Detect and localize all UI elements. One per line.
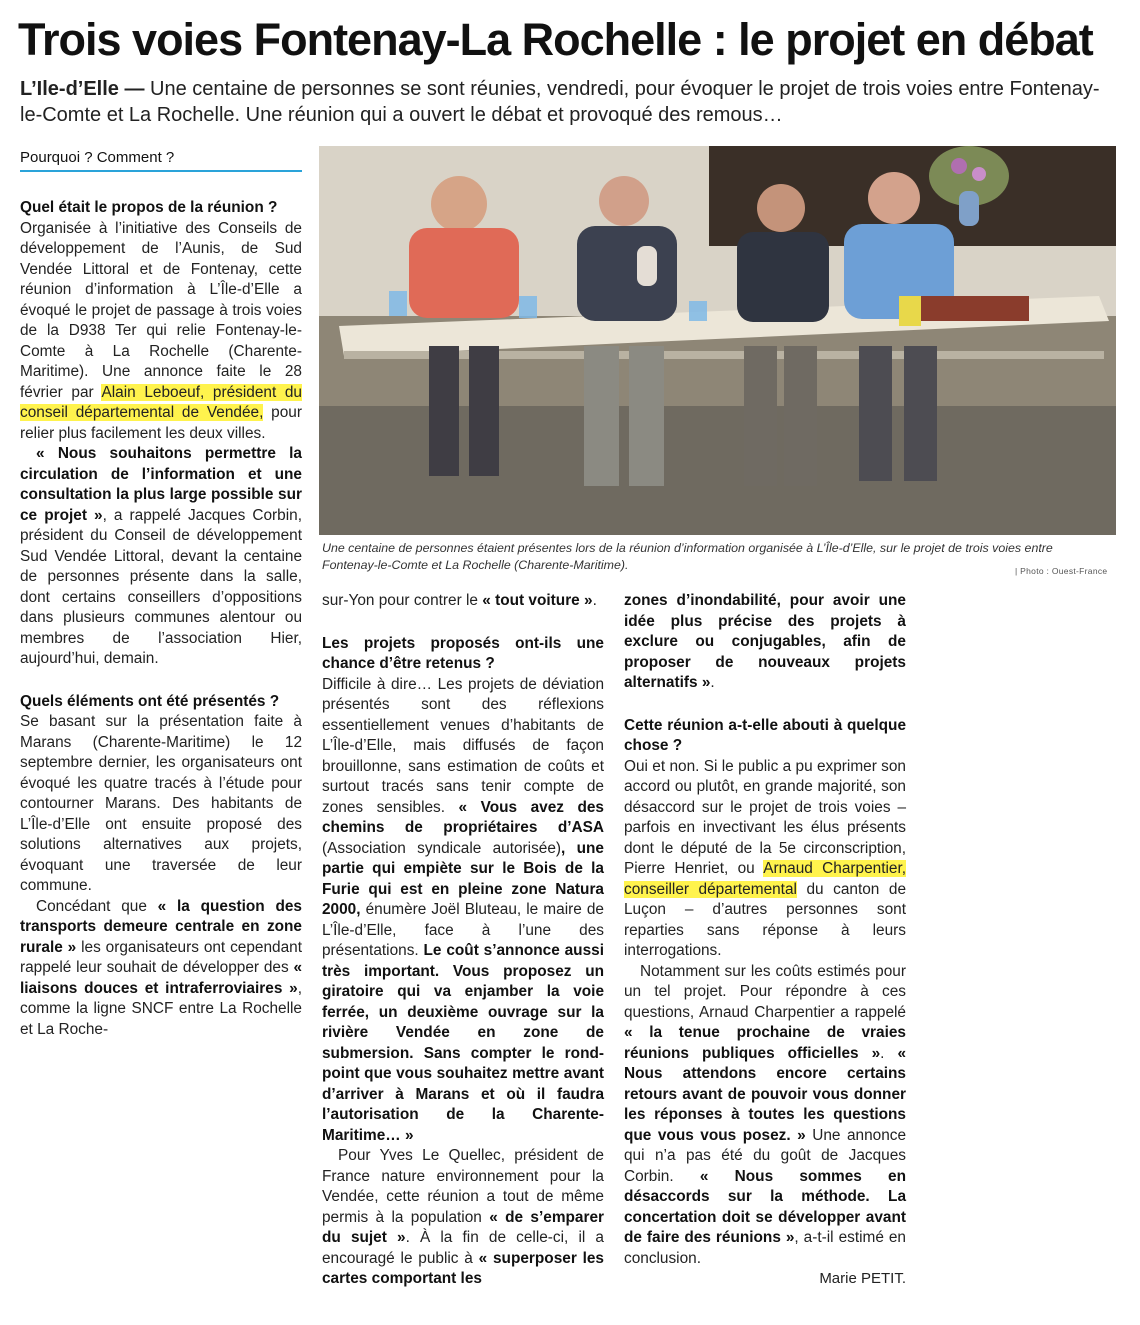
paragraph: [20, 219, 302, 445]
text: Oui et non. Si le public a pu exprimer son accord ou plutôt, en grande majorité, son désaccord sur le projet de trois voies – parfois en invectivant les élus présents dont le député de la 5e circonscription, Pierre Henriet, ou: [624, 757, 906, 877]
paragraph: [20, 444, 302, 670]
question-3: Les projets proposés ont-ils une chance d’être retenus ?: [322, 634, 604, 672]
quote: Le coût s’annonce aussi très important. Vous proposez un giratoire qui va enjamber la voie ferrée, un deuxième ouvrage sur la rivière Vendée en zone de submersion. Sans compter le rond-point que vous souhaitez mettre avant d’arriver à Marans et où il faudra l’autorisation de la Charente-Maritime… »: [322, 942, 604, 1144]
text: , a rappelé Jacques Corbin, président du Conseil de développement Sud Vendée Littoral, devant la centaine de personnes présente dans la salle, dont certains conseillers d’oppositions dans plusieurs communes alentour ou membres de l’association Hier, aujourd’hui, demain.: [20, 506, 302, 667]
paragraph: [20, 897, 302, 1041]
author-signature: Marie PETIT.: [819, 1270, 906, 1287]
quote: « liaisons douces et intraferroviaires »: [20, 959, 302, 997]
paragraph: [624, 757, 906, 962]
text: du canton de Luçon – d’autres personnes sont reparties sans réponse à leurs interrogations.: [624, 880, 907, 959]
paragraph: [624, 962, 906, 1270]
quote: « superposer les cartes comportant les: [322, 1249, 604, 1287]
text: énumère Joël Bluteau, le maire de L’Île-d’Elle, face à l’une des présentations.: [322, 901, 604, 959]
section-tag: Pourquoi ? Comment ?: [20, 148, 302, 172]
quote: « la tenue prochaine de vraies réunions publiques officielles »: [624, 1024, 906, 1062]
paragraph: Se basant sur la présentation faite à Marans (Charente-Maritime) le 12 septembre dernier, les organisateurs ont évoqué les quatre tracés à l’étude pour contourner Marans. Des habitants de L’Île-d’Elle ont ensuite proposé des solutions alternatives aux projets, évoquant une traversée de leur commune.: [20, 713, 302, 894]
text: Concédant que: [36, 897, 158, 915]
text: Notamment sur les coûts estimés pour un tel projet. Pour répondre à ces questions, Arnaud Charpentier a rappelé: [624, 962, 906, 1021]
question-2: Quels éléments ont été présentés ?: [20, 692, 280, 710]
quote: , une partie qui empiète sur le Bois de la Furie qui est en pleine zone Natura 2000,: [322, 839, 604, 918]
text: pour relier plus facilement les deux villes.: [20, 404, 302, 442]
lede-text: Une centaine de personnes se sont réunies, vendredi, pour évoquer le projet de trois voies entre Fontenay-le-Comte et La Rochelle. Une réunion qui a ouvert le débat et provoqué des remous…: [20, 78, 1100, 126]
headline: Trois voies Fontenay-La Rochelle : le projet en débat: [18, 14, 1093, 65]
quote: « tout voiture »: [482, 592, 593, 609]
highlighted-text: Arnaud Charpentier, conseiller départemental: [624, 860, 907, 898]
paragraph: [322, 1146, 604, 1290]
paragraph: [624, 591, 906, 694]
column-1: [20, 198, 302, 1040]
lede: [20, 76, 1120, 128]
text: (Association syndicale autorisée): [322, 839, 562, 857]
lede-place: L’Ile-d’Elle —: [20, 78, 145, 100]
quote: « de s’emparer du sujet »: [322, 1208, 605, 1246]
text: , a-t-il estimé en conclusion.: [624, 1229, 906, 1267]
photo-caption: Une centaine de personnes étaient présentes lors de la réunion d’information organisée à L’Île-d’Elle, sur le projet de trois voies entre Fontenay-le-Comte et La Rochelle (Charente-Maritime).: [322, 541, 1053, 572]
text: Pour Yves Le Quellec, président de France nature environnement pour la Vendée, cette réunion a tout de même permis à la population: [322, 1147, 604, 1226]
text: .: [880, 1044, 898, 1062]
text: , comme la ligne SNCF entre La Rochelle et La Roche-: [20, 979, 302, 1038]
paragraph: [322, 675, 604, 1147]
highlighted-text: Alain Leboeuf, président du conseil départemental de Vendée,: [20, 383, 302, 421]
photo-illustration: [319, 146, 1116, 535]
text: Une annonce qui n’a pas été du goût de Jacques Corbin.: [624, 1126, 907, 1185]
text: Organisée à l’initiative des Conseils de développement de l’Aunis, de Sud Vendée Littoral et de Fontenay, cette réunion d’information à L’Île-d’Elle a évoqué le projet de passage à trois voies de la D938 Ter qui relie Fontenay-le-Comte à La Rochelle (Charente-Maritime). Une annonce faite le 28 février par: [20, 219, 302, 401]
text: sur-Yon pour contrer le: [322, 592, 483, 609]
quote: « la question des transports demeure centrale en zone rurale »: [20, 897, 302, 956]
text: . À la fin de celle-ci, il a encouragé le public à: [322, 1229, 604, 1267]
quote: « Nous attendons encore certains retours avant de pouvoir vous donner les réponses à toutes les questions que vous vous posez. »: [624, 1044, 906, 1144]
paragraph: [322, 591, 604, 612]
photo-credit: | Photo : Ouest-France: [1015, 566, 1108, 576]
column-3: [624, 591, 906, 1290]
quote: zones d’inondabilité, pour avoir une idée plus précise des projets à exclure ou conjugables, afin de proposer de nouveaux projets alternatifs »: [624, 592, 906, 691]
quote: « Nous sommes en désaccords sur la méthode. La concertation doit se développer avant de faire des réunions »: [624, 1167, 907, 1246]
quote: « Vous avez des chemins de propriétaires d’ASA: [322, 798, 604, 836]
text: Difficile à dire… Les projets de déviation présentés sont des réflexions essentiellement venues d’habitants de L’Île-d’Elle, mais diffusés de façon brouillonne, sans estimation de coûts et surtout tracés sans tenir compte de zones sensibles.: [322, 675, 604, 816]
article-photo: [319, 146, 1116, 535]
text: .: [710, 674, 715, 691]
question-4: Cette réunion a-t-elle abouti à quelque chose ?: [624, 716, 906, 754]
question-1: Quel était le propos de la réunion ?: [20, 199, 278, 216]
column-2: [322, 591, 604, 1290]
text: les organisateurs ont cependant rappelé leur souhait de développer des: [20, 938, 302, 976]
text: .: [592, 592, 597, 609]
quote: « Nous souhaitons permettre la circulation de l’information et une consultation la plus large possible sur ce projet »: [20, 445, 302, 524]
